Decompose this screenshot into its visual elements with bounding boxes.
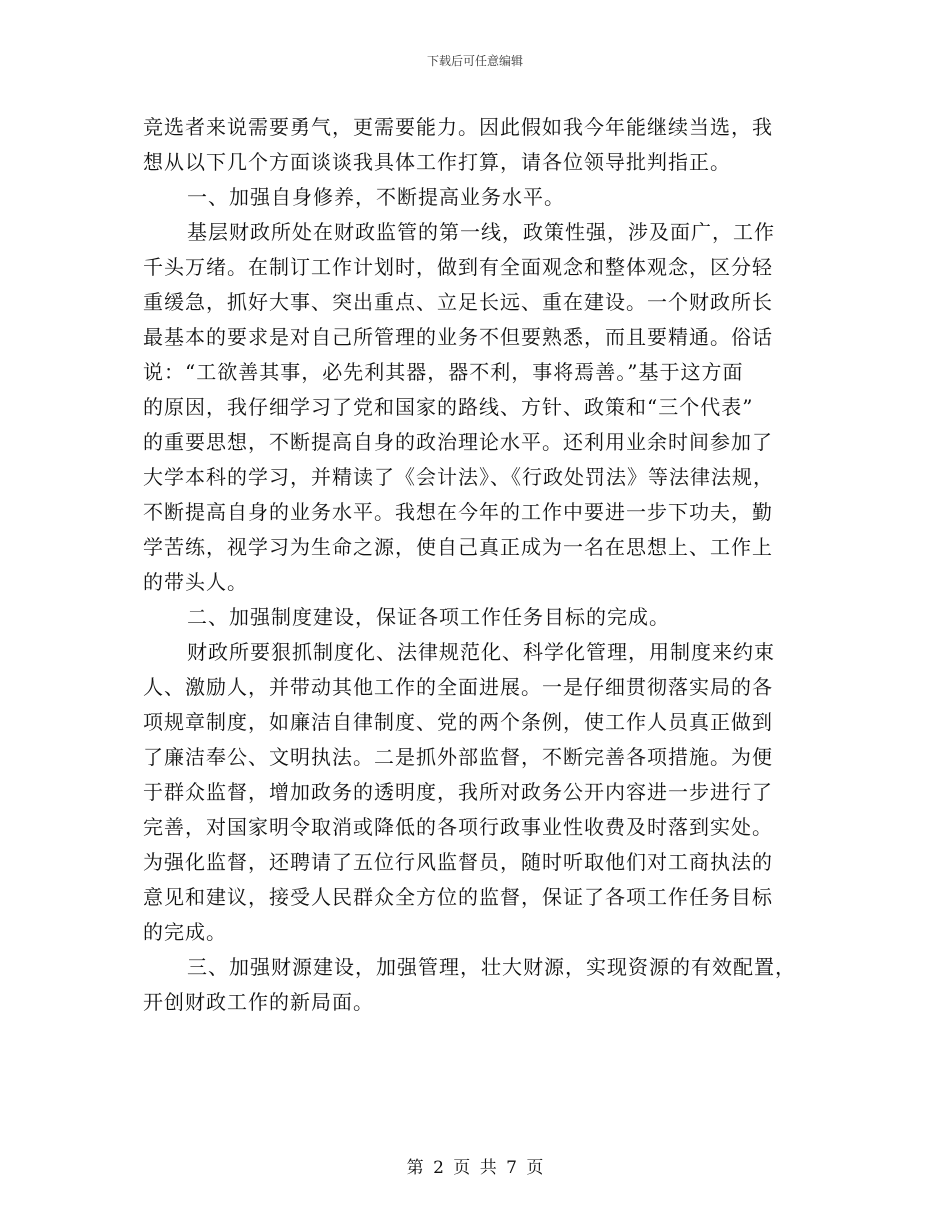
text-line: 学苦练，视学习为生命之源，使自己真正成为一名在思想上、工作上 (143, 535, 773, 559)
text-line: 千头万绪。在制订工作计划时，做到有全面观念和整体观念，区分轻 (143, 255, 773, 279)
text-line: 意见和建议，接受人民群众全方位的监督，保证了各项工作任务目标 (143, 885, 773, 909)
text-line: 完善，对国家明令取消或降低的各项行政事业性收费及时落到实处。 (143, 815, 773, 839)
text-line: 为强化监督，还聘请了五位行风监督员，随时听取他们对工商执法的 (143, 850, 773, 874)
text-line: 人、激励人，并带动其他工作的全面进展。一是仔细贯彻落实局的各 (143, 675, 773, 699)
text-line: 财政所要狠抓制度化、法律规范化、科学化管理，用制度来约束 (187, 640, 775, 664)
text-line: 的完成。 (143, 920, 227, 944)
text-line: 想从以下几个方面谈谈我具体工作打算，请各位领导批判指正。 (143, 150, 731, 174)
text-line: 三、加强财源建设，加强管理，壮大财源，实现资源的有效配置， (187, 955, 796, 979)
page-footer: 第 2 页 共 7 页 (406, 1158, 544, 1178)
text-line: 基层财政所处在财政监管的第一线，政策性强，涉及面广，工作 (187, 220, 775, 244)
text-line: 的带头人。 (143, 570, 248, 594)
text-line: 的原因，我仔细学习了党和国家的路线、方针、政策和“三个代表” (143, 395, 754, 419)
text-line: 竞选者来说需要勇气，更需要能力。因此假如我今年能继续当选，我 (143, 115, 773, 139)
text-line: 重缓急，抓好大事、突出重点、立足长远、重在建设。一个财政所长 (143, 290, 773, 314)
text-line: 项规章制度，如廉洁自律制度、党的两个条例，使工作人员真正做到 (143, 710, 773, 734)
text-line: 不断提高自身的业务水平。我想在今年的工作中要进一步下功夫，勤 (143, 500, 773, 524)
text-line: 说：“工欲善其事，必先利其器，器不利，事将焉善。”基于这方面 (143, 360, 744, 384)
text-line: 二、加强制度建设，保证各项工作任务目标的完成。 (187, 605, 670, 629)
text-line: 于群众监督，增加政务的透明度，我所对政务公开内容进一步进行了 (143, 780, 773, 804)
text-line: 的重要思想，不断提高自身的政治理论水平。还利用业余时间参加了 (143, 430, 773, 454)
page-header: 下载后可任意编辑 (426, 54, 523, 68)
document-body (143, 110, 803, 1020)
text-line: 最基本的要求是对自己所管理的业务不但要熟悉，而且要精通。俗话 (143, 325, 773, 349)
text-line: 大学本科的学习，并精读了《会计法》、《行政处罚法》等法律法规， (143, 465, 774, 489)
text-line: 了廉洁奉公、文明执法。二是抓外部监督，不断完善各项措施。为便 (143, 745, 773, 769)
text-line: 一、加强自身修养，不断提高业务水平。 (187, 185, 565, 209)
text-line: 开创财政工作的新局面。 (143, 990, 374, 1014)
